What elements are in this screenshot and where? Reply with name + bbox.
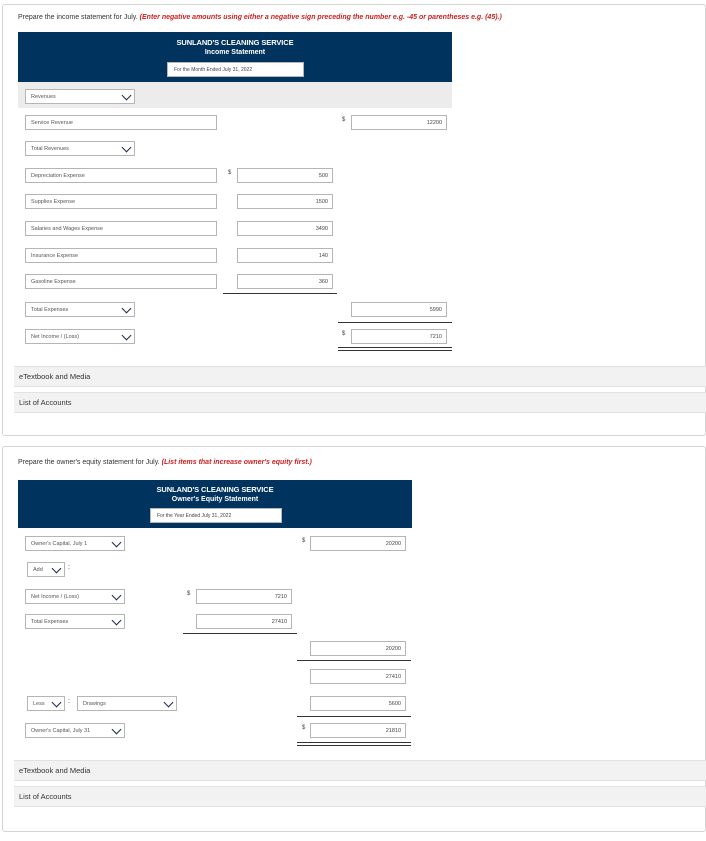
drawings-label: Drawings: [83, 700, 106, 707]
expense-label: Supplies Expense: [31, 198, 76, 205]
equity-net-income-amount[interactable]: 7210: [196, 589, 292, 604]
equity-total-expenses-label: Total Expenses: [31, 618, 69, 625]
double-rule-top: [297, 742, 411, 743]
expense-amount[interactable]: 140: [237, 248, 333, 263]
capital-begin-label: Owner's Capital, July 1: [31, 540, 88, 547]
service-revenue-field[interactable]: [25, 115, 217, 130]
chevron-down-icon: [122, 330, 132, 340]
subtotal-rule: [297, 716, 411, 717]
etextbook-link[interactable]: eTextbook and Media: [14, 760, 706, 781]
chevron-down-icon: [164, 697, 174, 707]
capital-end-select[interactable]: [25, 723, 125, 738]
net-income-label: Net Income / (Loss): [31, 333, 79, 340]
expense-label: Insurance Expense: [31, 252, 79, 259]
revenues-select[interactable]: [25, 89, 135, 104]
expense-amount[interactable]: 3490: [237, 221, 333, 236]
subtotal-rule: [183, 633, 297, 634]
total-expenses-amount[interactable]: 5990: [351, 302, 447, 317]
chevron-down-icon: [112, 724, 122, 734]
chevron-down-icon: [122, 303, 132, 313]
less-label: Less: [33, 700, 45, 707]
capital-end-amount[interactable]: 21810: [310, 723, 406, 738]
income-company-name: SUNLAND'S CLEANING SERVICE: [176, 38, 294, 47]
drawings-select[interactable]: [77, 696, 177, 711]
currency-symbol: $: [302, 725, 306, 731]
expense-row-label[interactable]: [25, 194, 217, 209]
expense-row-label[interactable]: [25, 168, 217, 183]
equity-instruction-note: (List items that increase owner's equity first.): [161, 459, 312, 466]
equity-company-name: SUNLAND'S CLEANING SERVICE: [156, 485, 274, 494]
total-rule: [338, 322, 452, 323]
total-revenues-select[interactable]: [25, 141, 135, 156]
currency-symbol: $: [342, 117, 346, 123]
service-revenue-label: Service Revenue: [31, 119, 73, 126]
equity-statement-title: Owner's Equity Statement: [171, 496, 259, 503]
income-statement-title: Income Statement: [204, 49, 266, 56]
currency-symbol: $: [228, 170, 232, 176]
expense-amount[interactable]: 500: [237, 168, 333, 183]
double-rule-bottom: [297, 745, 411, 746]
drawings-amount[interactable]: 5600: [310, 696, 406, 711]
subtotal-rule: [297, 660, 411, 661]
total-expenses-select[interactable]: [25, 302, 135, 317]
equity-subtotal-2[interactable]: 27410: [310, 669, 406, 684]
chevron-down-icon: [112, 537, 122, 547]
double-rule-top: [338, 347, 452, 348]
expense-label: Salaries and Wages Expense: [31, 225, 103, 232]
expense-row-label[interactable]: [25, 274, 217, 289]
income-period-select[interactable]: [167, 62, 304, 77]
equity-total-expenses-amount[interactable]: 27410: [196, 614, 292, 629]
list-of-accounts-link[interactable]: List of Accounts: [14, 392, 706, 413]
less-select[interactable]: [27, 696, 65, 711]
equity-instruction: [18, 459, 312, 466]
income-instruction-note: (Enter negative amounts using either a negative sign preceding the number e.g. -45 or parentheses e.g. (45).): [139, 14, 502, 21]
subtotal-rule: [223, 293, 337, 294]
chevron-down-icon: [112, 590, 122, 600]
income-instruction: [18, 14, 502, 21]
colon: :: [68, 698, 70, 705]
chevron-down-icon: [122, 90, 132, 100]
expense-label: Depreciation Expense: [31, 172, 85, 179]
net-income-amount[interactable]: 7210: [351, 329, 447, 344]
net-income-select[interactable]: [25, 329, 135, 344]
expense-amount[interactable]: 360: [237, 274, 333, 289]
expense-row-label[interactable]: [25, 221, 217, 236]
etextbook-link[interactable]: eTextbook and Media: [14, 366, 706, 387]
equity-period-select[interactable]: [150, 508, 282, 523]
currency-symbol: $: [342, 331, 346, 337]
equity-net-income-label: Net Income / (Loss): [31, 593, 79, 600]
capital-begin-amount[interactable]: 20200: [310, 536, 406, 551]
capital-begin-select[interactable]: [25, 536, 125, 551]
currency-symbol: $: [302, 538, 306, 544]
currency-symbol: $: [187, 591, 191, 597]
list-of-accounts-link[interactable]: List of Accounts: [14, 786, 706, 807]
equity-instruction-text: Prepare the owner's equity statement for July.: [18, 459, 160, 466]
expense-row-label[interactable]: [25, 248, 217, 263]
service-revenue-amount[interactable]: 12200: [351, 115, 447, 130]
capital-end-label: Owner's Capital, July 31: [31, 727, 91, 734]
add-select[interactable]: [27, 562, 65, 577]
income-period-value: For the Month Ended July 31, 2022: [174, 66, 253, 73]
double-rule-bottom: [338, 350, 452, 351]
colon: :: [68, 564, 70, 571]
chevron-down-icon: [52, 697, 62, 707]
total-revenues-label: Total Revenues: [31, 145, 69, 152]
income-instruction-text: Prepare the income statement for July.: [18, 14, 138, 21]
total-expenses-label: Total Expenses: [31, 306, 69, 313]
equity-period-value: For the Year Ended July 31, 2022: [157, 512, 232, 519]
equity-total-expenses-select[interactable]: [25, 614, 125, 629]
add-label: Add: [33, 566, 43, 573]
chevron-down-icon: [112, 615, 122, 625]
chevron-down-icon: [122, 142, 132, 152]
expense-amount[interactable]: 1500: [237, 194, 333, 209]
equity-net-income-select[interactable]: [25, 589, 125, 604]
chevron-down-icon: [52, 563, 62, 573]
revenues-select-value: Revenues: [31, 93, 56, 100]
equity-subtotal-1[interactable]: 20200: [310, 641, 406, 656]
expense-label: Gasoline Expense: [31, 278, 76, 285]
